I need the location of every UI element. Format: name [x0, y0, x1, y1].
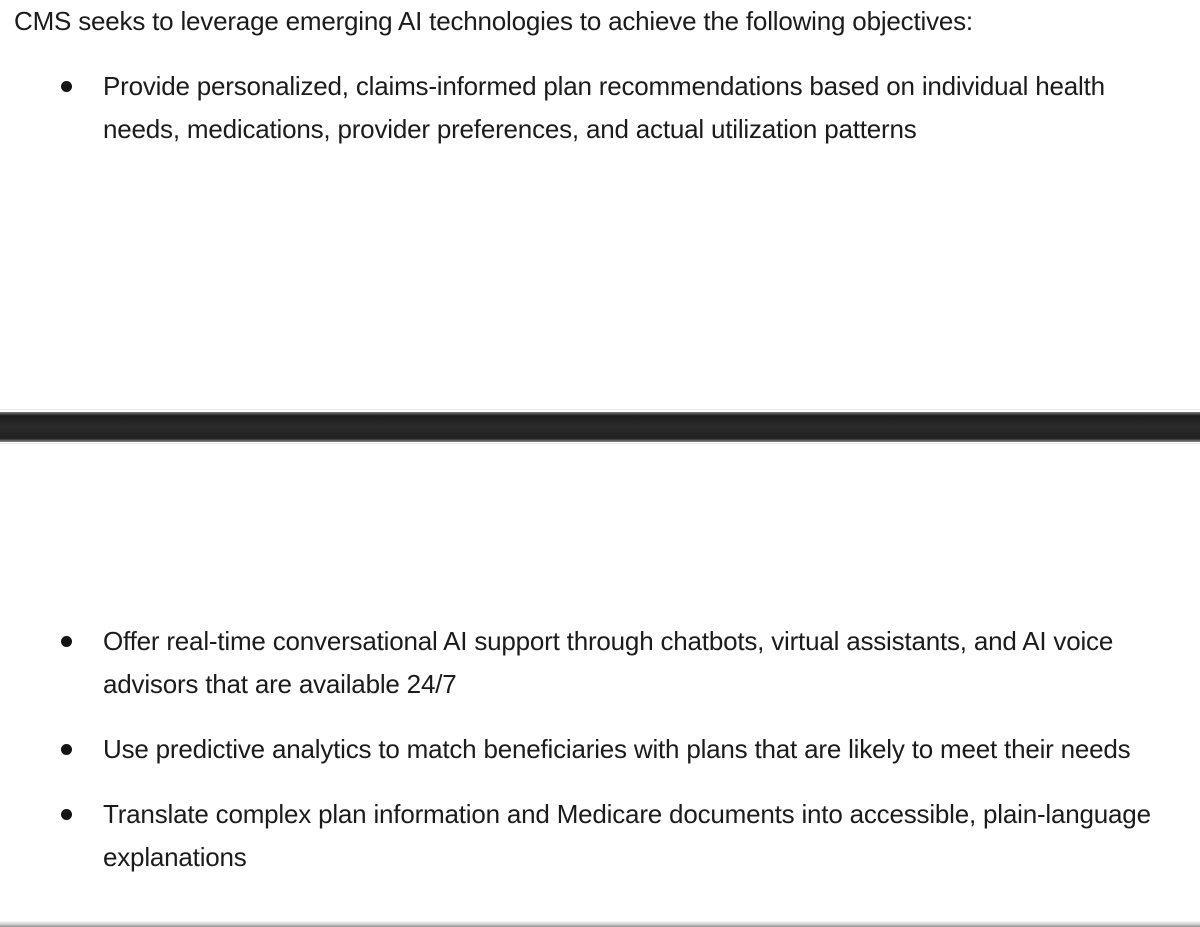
- list-item-text: Use predictive analytics to match beneficiaries with plans that are likely to meet their needs: [103, 734, 1131, 764]
- list-item: [0, 728, 1200, 771]
- page-break-separator: [0, 412, 1200, 442]
- intro-paragraph: CMS seeks to leverage emerging AI technologies to achieve the following objectives:: [14, 6, 973, 36]
- bullet-icon: [61, 744, 72, 755]
- bullet-icon: [61, 81, 72, 92]
- objectives-list-page-2: [0, 620, 1200, 901]
- list-item: [0, 793, 1200, 879]
- list-item: [0, 65, 1200, 151]
- list-item-text: Provide personalized, claims-informed plan recommendations based on individual health needs, medications, provider preferences, and actual utilization patterns: [103, 71, 1105, 144]
- next-page-break-edge: [0, 921, 1200, 927]
- bullet-icon: [61, 636, 72, 647]
- bullet-icon: [61, 809, 72, 820]
- list-item-text: Translate complex plan information and Medicare documents into accessible, plain-language explanations: [103, 799, 1151, 872]
- list-item: [0, 620, 1200, 706]
- list-item-text: Offer real-time conversational AI support through chatbots, virtual assistants, and AI voice advisors that are available 24/7: [103, 626, 1114, 699]
- objectives-list-page-1: [0, 65, 1200, 173]
